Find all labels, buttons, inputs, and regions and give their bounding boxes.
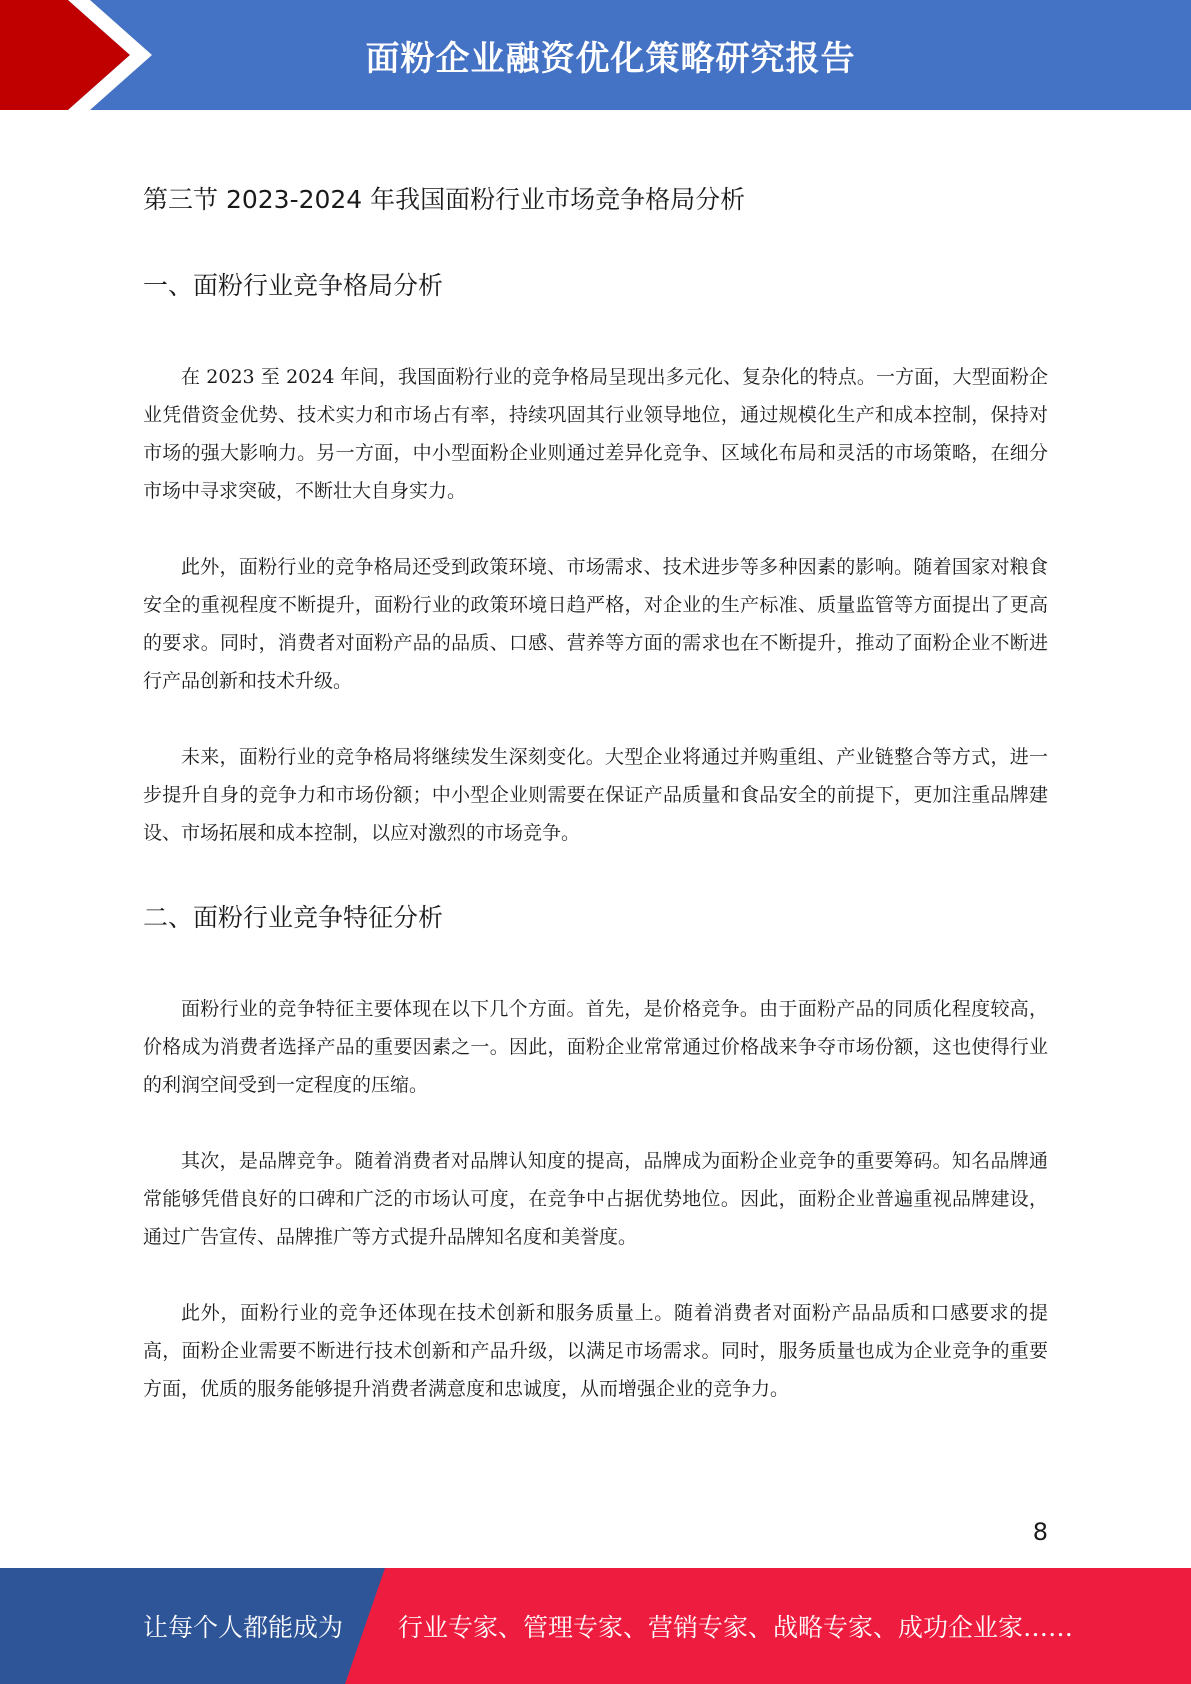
- paragraph: 在 2023 至 2024 年间，我国面粉行业的竞争格局呈现出多元化、复杂化的特点。一方面，大型面粉企业凭借资金优势、技术实力和市场占有率，持续巩固其行业领导地位，通过规模化生产和成本控制，保持对市场的强大影响力。另一方面，中小型面粉企业则通过差异化竞争、区域化布局和灵活的市场策略，在细分市场中寻求突破，不断壮大自身实力。: [143, 366, 1048, 502]
- footer-slogan-right: 行业专家、管理专家、营销专家、战略专家、成功企业家……: [398, 1613, 1074, 1642]
- paragraph: 其次，是品牌竞争。随着消费者对品牌认知度的提高，品牌成为面粉企业竞争的重要筹码。知名品牌通常能够凭借良好的口碑和广泛的市场认可度，在竞争中占据优势地位。因此，面粉企业普遍重视品牌建设，通过广告宣传、品牌推广等方式提升品牌知名度和美誉度。: [143, 1150, 1048, 1248]
- subsection-title-2: 二、面粉行业竞争特征分析: [143, 903, 444, 932]
- paragraph: 未来，面粉行业的竞争格局将继续发生深刻变化。大型企业将通过并购重组、产业链整合等方式，进一步提升自身的竞争力和市场份额；中小型企业则需要在保证产品质量和食品安全的前提下，更加注重品牌建设、市场拓展和成本控制，以应对激烈的市场竞争。: [143, 746, 1048, 844]
- page-number: 8: [1032, 1518, 1048, 1546]
- paragraph: 此外，面粉行业的竞争还体现在技术创新和服务质量上。随着消费者对面粉产品品质和口感要求的提高，面粉企业需要不断进行技术创新和产品升级，以满足市场需求。同时，服务质量也成为企业竞争的重要方面，优质的服务能够提升消费者满意度和忠诚度，从而增强企业的竞争力。: [143, 1302, 1048, 1400]
- paragraph: 面粉行业的竞争特征主要体现在以下几个方面。首先，是价格竞争。由于面粉产品的同质化程度较高，价格成为消费者选择产品的重要因素之一。因此，面粉企业常常通过价格战来争夺市场份额，这也使得行业的利润空间受到一定程度的压缩。: [143, 998, 1048, 1096]
- paragraph: 此外，面粉行业的竞争格局还受到政策环境、市场需求、技术进步等多种因素的影响。随着国家对粮食安全的重视程度不断提升，面粉行业的政策环境日趋严格，对企业的生产标准、质量监管等方面提出了更高的要求。同时，消费者对面粉产品的品质、口感、营养等方面的需求也在不断提升，推动了面粉企业不断进行产品创新和技术升级。: [143, 556, 1048, 692]
- footer-slogan-left: 让每个人都能成为: [143, 1613, 344, 1642]
- document-body: [143, 170, 1048, 1408]
- subsection-title-1: 一、面粉行业竞争格局分析: [143, 271, 444, 300]
- section-title: 第三节 2023-2024 年我国面粉行业市场竞争格局分析: [143, 185, 746, 214]
- page-header: [0, 0, 1191, 110]
- page-footer: [0, 1568, 1191, 1684]
- report-title: 面粉企业融资优化策略研究报告: [365, 38, 856, 79]
